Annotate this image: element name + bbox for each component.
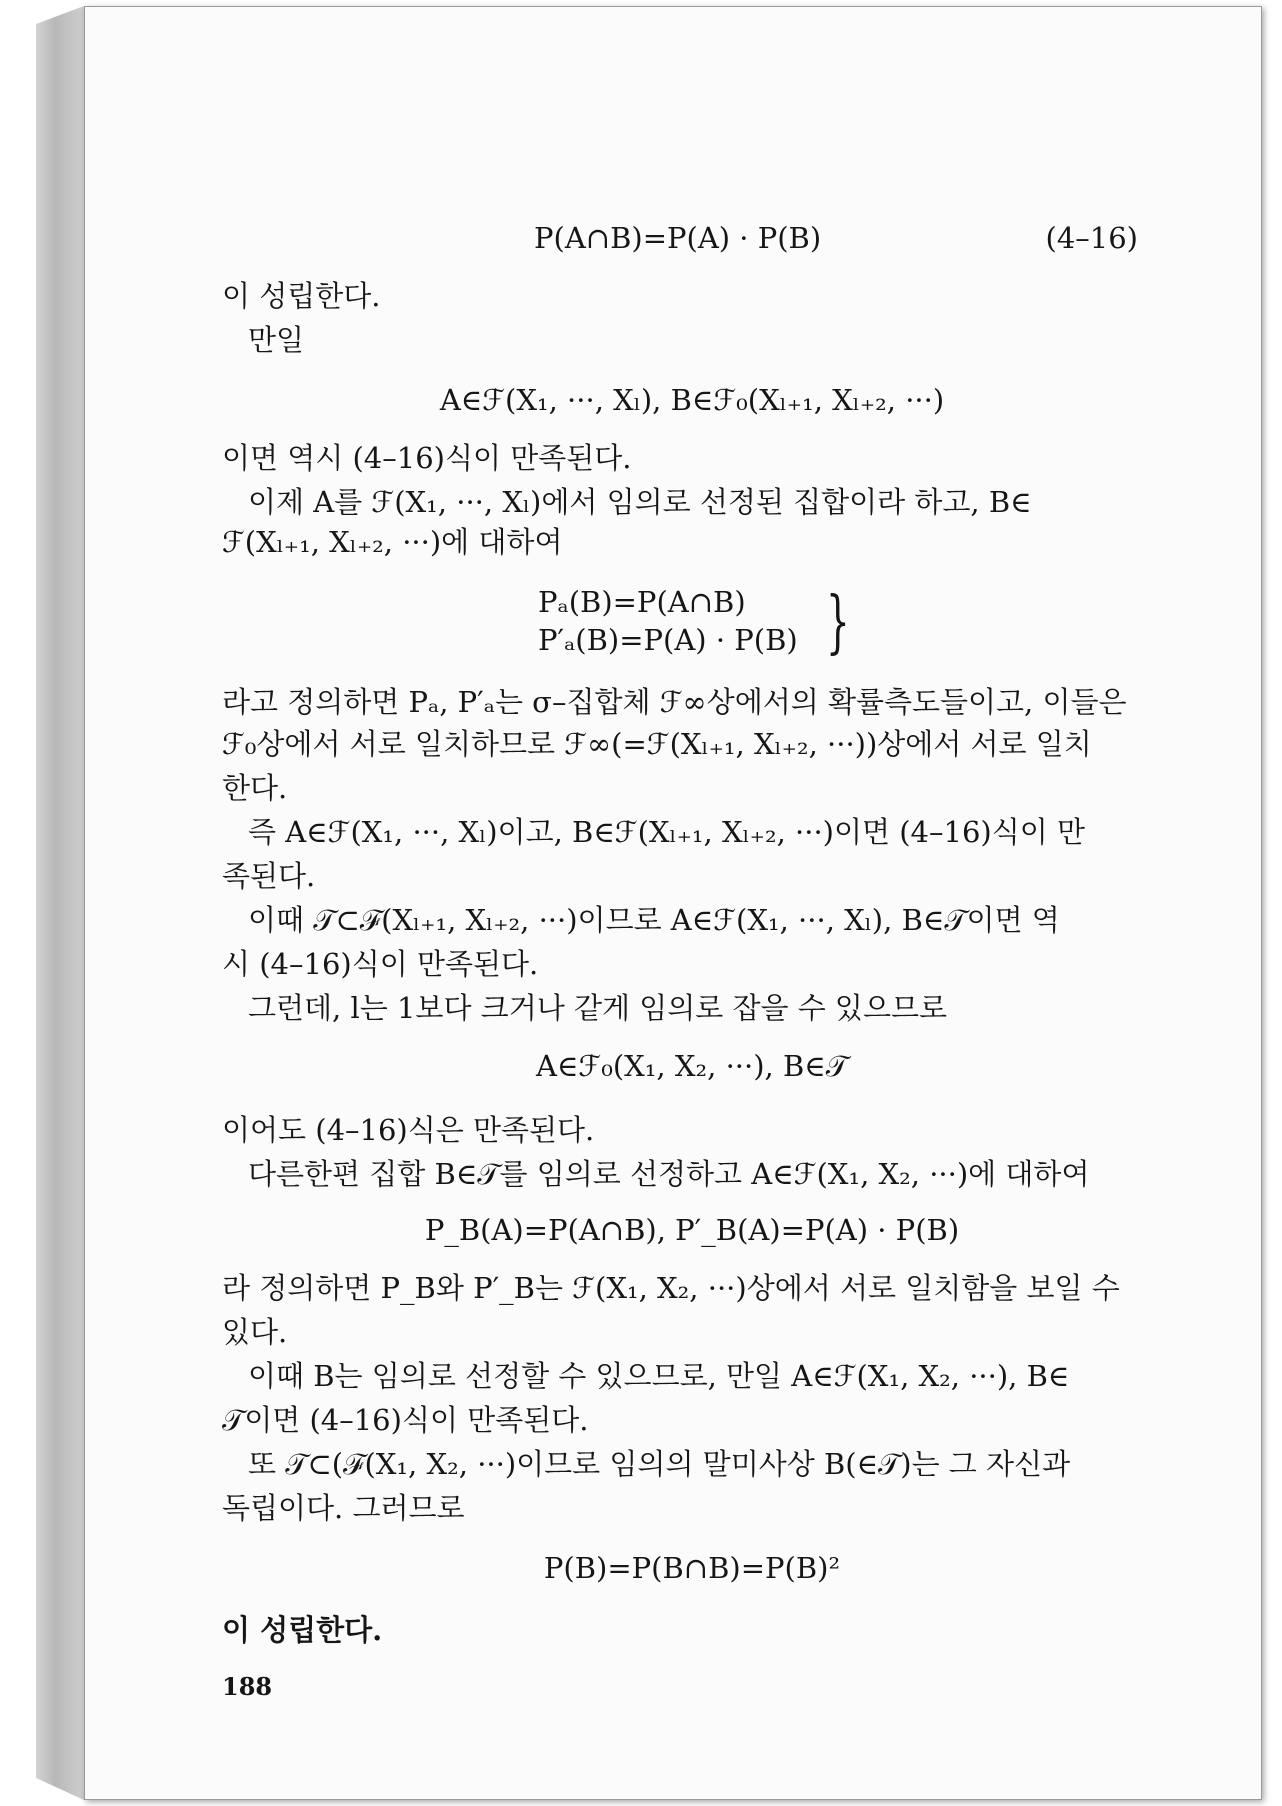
display-equation: P(B)=P(B∩B)=P(B)² <box>543 1551 841 1585</box>
text-line: 즉 A∈ℱ(X₁, ···, Xₗ)이고, B∈ℱ(Xₗ₊₁, Xₗ₊₂, ···)이면 (4–16)식이 만 <box>248 815 1085 849</box>
text-line: 시 (4–16)식이 만족된다. <box>222 947 539 981</box>
text-line: 라고 정의하면 Pₐ, P′ₐ는 σ–집합체 ℱ∞상에서의 확률측도들이고, 이들은 <box>222 685 1127 719</box>
display-equation: A∈ℱ₀(X₁, X₂, ···), B∈𝒯 <box>536 1049 848 1083</box>
text-line: 𝒯이면 (4–16)식이 만족된다. <box>222 1403 589 1437</box>
text-line: 있다. <box>222 1315 288 1349</box>
text-line: 또 𝒯⊂(ℱ(X₁, X₂, ···)이므로 임의의 말미사상 B(∈𝒯)는 그 자신과 <box>248 1447 1071 1481</box>
text-line: 이때 B는 임의로 선정할 수 있으므로, 만일 A∈ℱ(X₁, X₂, ···), B∈ <box>248 1359 1070 1393</box>
page-text-block <box>222 0 1162 1806</box>
equation-number: (4–16) <box>1045 221 1138 255</box>
equation-4-16: P(A∩B)=P(A) · P(B) <box>534 221 822 255</box>
display-equation: A∈ℱ(X₁, ···, Xₗ), B∈ℱ₀(Xₗ₊₁, Xₗ₊₂, ···) <box>439 383 945 417</box>
text-line: 라 정의하면 P_B와 P′_B는 ℱ(X₁, X₂, ···)상에서 서로 일치함을 보일 수 <box>222 1271 1120 1305</box>
text-line: 이 성립한다. <box>222 1613 383 1647</box>
text-line: 만일 <box>248 323 305 357</box>
text-line: 그런데, l는 1보다 크거나 같게 임의로 잡을 수 있으므로 <box>248 991 947 1025</box>
book-spine-edge <box>36 6 84 1800</box>
text-line: 이어도 (4–16)식은 만족된다. <box>222 1113 595 1147</box>
text-line: ℱ₀상에서 서로 일치하므로 ℱ∞(=ℱ(Xₗ₊₁, Xₗ₊₂, ···))상에서 서로 일치 <box>222 727 1092 761</box>
brace-symbol: } <box>826 583 850 662</box>
display-equation: P′ₐ(B)=P(A) · P(B) <box>538 623 798 657</box>
display-equation: P_B(A)=P(A∩B), P′_B(A)=P(A) · P(B) <box>424 1213 960 1247</box>
text-line: 이 성립한다. <box>222 279 381 313</box>
text-line: 한다. <box>222 771 288 805</box>
text-line: 다른한편 집합 B∈𝒯를 임의로 선정하고 A∈ℱ(X₁, X₂, ···)에 대하여 <box>248 1157 1090 1191</box>
display-equation: Pₐ(B)=P(A∩B) <box>538 585 746 619</box>
text-line: 이때 𝒯⊂ℱ(Xₗ₊₁, Xₗ₊₂, ···)이므로 A∈ℱ(X₁, ···, Xₗ), B∈𝒯이면 역 <box>248 903 1060 937</box>
text-line: 이제 A를 ℱ(X₁, ···, Xₗ)에서 임의로 선정된 집합이라 하고, B∈ <box>248 485 1032 519</box>
text-line: 족된다. <box>222 859 316 893</box>
text-line: 독립이다. 그러므로 <box>222 1491 465 1525</box>
text-line: ℱ(Xₗ₊₁, Xₗ₊₂, ···)에 대하여 <box>222 525 563 559</box>
text-line: 이면 역시 (4–16)식이 만족된다. <box>222 441 632 475</box>
page-number: 188 <box>222 1672 273 1701</box>
